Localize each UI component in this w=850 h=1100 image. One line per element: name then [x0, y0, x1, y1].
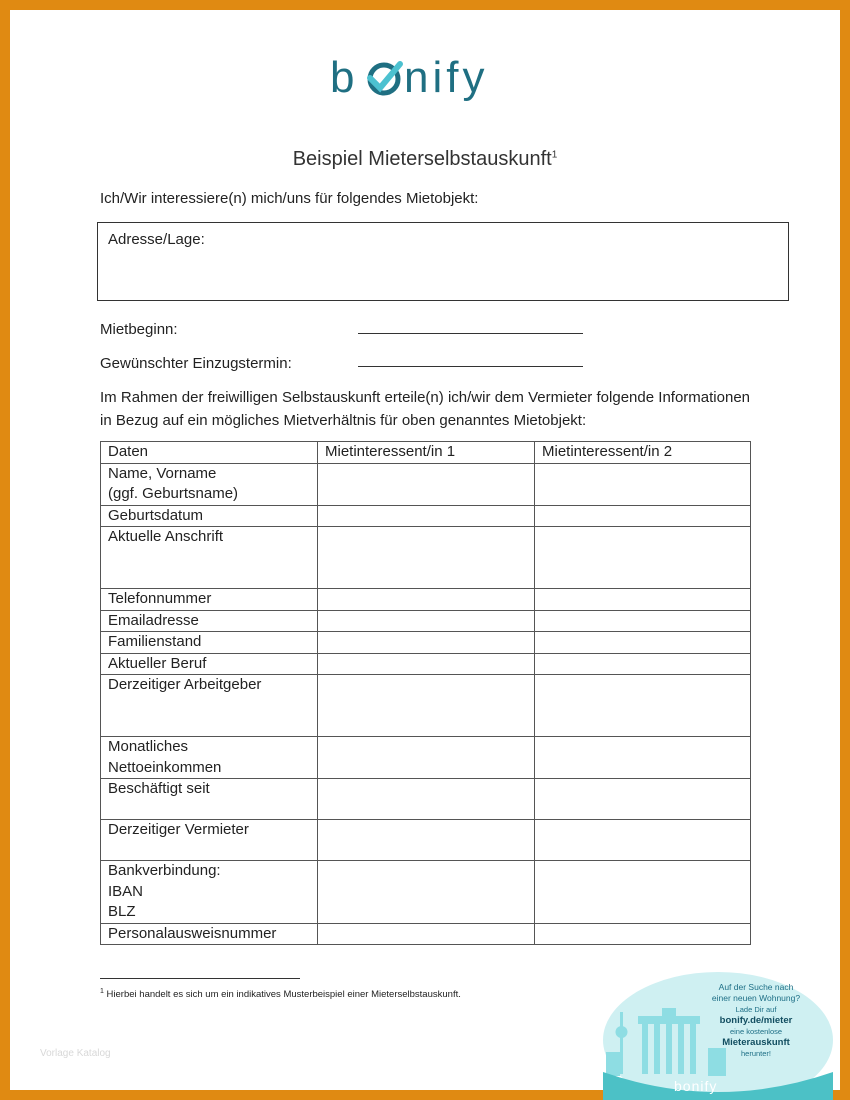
- footnote: $^1$ Hierbei handelt es sich um ein indikatives Musterbeispiel einer Mieterselbstauskunft.: [100, 988, 461, 1001]
- table-header-row: [101, 442, 751, 464]
- applicant-2-cell[interactable]: [535, 779, 751, 820]
- applicant-2-cell[interactable]: [535, 505, 751, 527]
- svg-text:b: b: [330, 53, 358, 102]
- applicant-1-cell[interactable]: [318, 923, 535, 945]
- ad-text: Auf der Suche nach einer neuen Wohnung? Lade Dir auf bonify.de/mieter eine kostenlose Mieterauskunft herunter!: [711, 982, 801, 1058]
- table-row: [101, 505, 751, 527]
- bonify-logo: [326, 52, 526, 116]
- address-label: Adresse/Lage:: [108, 231, 205, 248]
- row-label: Emailadresse: [101, 610, 318, 632]
- row-label: Telefonnummer: [101, 589, 318, 611]
- applicant-1-cell[interactable]: [318, 589, 535, 611]
- checkmark-o-icon: [370, 64, 400, 93]
- brandenburg-gate-icon: [638, 1008, 700, 1074]
- applicant-1-cell[interactable]: [318, 610, 535, 632]
- row-label: Bankverbindung: IBAN BLZ: [101, 861, 318, 924]
- table-row: [101, 463, 751, 505]
- applicant-2-cell[interactable]: [535, 675, 751, 737]
- info-paragraph: Im Rahmen der freiwilligen Selbstauskunft erteile(n) ich/wir dem Vermieter folgende Informationen in Bezug auf ein mögliches Mietverhältnis für oben genanntes Mietobjekt:: [100, 389, 750, 429]
- applicant-1-cell[interactable]: [318, 737, 535, 779]
- applicant-1-cell[interactable]: [318, 505, 535, 527]
- row-label: Name, Vorname (ggf. Geburtsname): [101, 463, 318, 505]
- table-row: [101, 589, 751, 611]
- applicant-1-cell[interactable]: [318, 632, 535, 654]
- row-label: Aktuelle Anschrift: [101, 527, 318, 589]
- applicant-1-cell[interactable]: [318, 861, 535, 924]
- row-label: Familienstand: [101, 632, 318, 654]
- header-daten: Daten: [101, 442, 318, 464]
- document-title: Beispiel Mieterselbstauskunft$^1$: [292, 148, 558, 170]
- rental-start-label: Mietbeginn:: [100, 321, 178, 338]
- row-label: Aktueller Beruf: [101, 653, 318, 675]
- row-label: Personalausweisnummer: [101, 923, 318, 945]
- applicant-1-cell[interactable]: [318, 820, 535, 861]
- row-label: Derzeitiger Arbeitgeber: [101, 675, 318, 737]
- table-row: [101, 632, 751, 654]
- table-row: [101, 861, 751, 924]
- watermark: Vorlage Katalog: [40, 1048, 111, 1059]
- row-label: Beschäftigt seit: [101, 779, 318, 820]
- row-label: Derzeitiger Vermieter: [101, 820, 318, 861]
- applicant-2-cell[interactable]: [535, 589, 751, 611]
- intro-text: Ich/Wir interessiere(n) mich/uns für folgendes Mietobjekt:: [100, 190, 479, 207]
- table-row: [101, 820, 751, 861]
- move-in-date-line[interactable]: [358, 366, 583, 367]
- header-applicant-1: Mietinteressent/in 1: [318, 442, 535, 464]
- applicant-table: [100, 441, 751, 945]
- applicant-2-cell[interactable]: [535, 861, 751, 924]
- bonify-ad-badge[interactable]: [598, 962, 850, 1100]
- applicant-1-cell[interactable]: [318, 779, 535, 820]
- applicant-2-cell[interactable]: [535, 653, 751, 675]
- ad-brand: bonify: [674, 1078, 718, 1094]
- applicant-1-cell[interactable]: [318, 653, 535, 675]
- footnote-separator: [100, 978, 300, 979]
- move-in-date-label: Gewünschter Einzugstermin:: [100, 355, 292, 372]
- header-applicant-2: Mietinteressent/in 2: [535, 442, 751, 464]
- applicant-2-cell[interactable]: [535, 610, 751, 632]
- rental-start-line[interactable]: [358, 333, 583, 334]
- table-row: [101, 653, 751, 675]
- row-label: Monatliches Nettoeinkommen: [101, 737, 318, 779]
- svg-text:nify: nify: [404, 53, 489, 102]
- applicant-2-cell[interactable]: [535, 632, 751, 654]
- applicant-2-cell[interactable]: [535, 527, 751, 589]
- applicant-2-cell[interactable]: [535, 820, 751, 861]
- table-row: [101, 527, 751, 589]
- row-label: Geburtsdatum: [101, 505, 318, 527]
- table-row: [101, 610, 751, 632]
- table-row: [101, 737, 751, 779]
- applicant-1-cell[interactable]: [318, 527, 535, 589]
- applicant-1-cell[interactable]: [318, 675, 535, 737]
- applicant-1-cell[interactable]: [318, 463, 535, 505]
- table-row: [101, 675, 751, 737]
- table-row: [101, 779, 751, 820]
- applicant-2-cell[interactable]: [535, 737, 751, 779]
- table-row: [101, 923, 751, 945]
- applicant-2-cell[interactable]: [535, 463, 751, 505]
- applicant-2-cell[interactable]: [535, 923, 751, 945]
- address-box[interactable]: [97, 222, 789, 301]
